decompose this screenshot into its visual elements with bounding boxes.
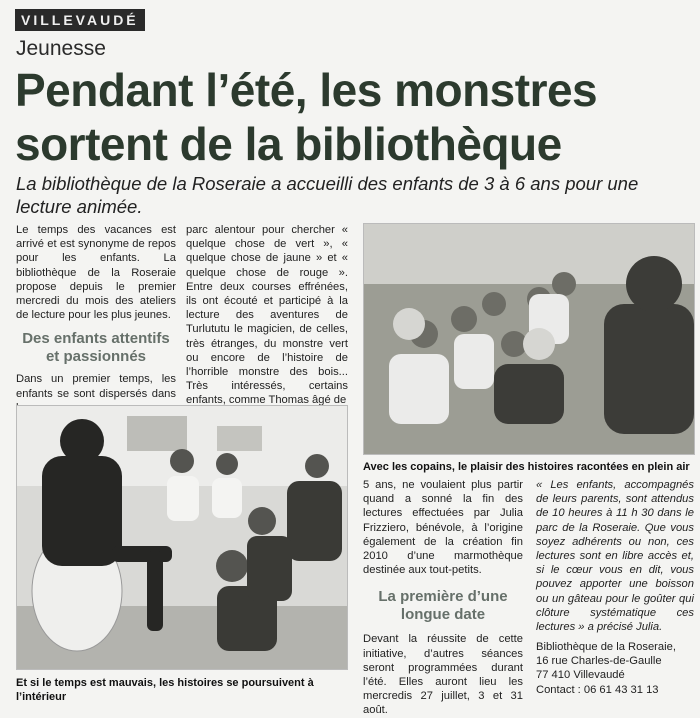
dek: La bibliothèque de la Roseraie a accueilli des enfants de 3 à 6 ans pour une lecture animée. (16, 173, 639, 217)
paragraph-initiative: Devant la réussite de cette initiative, d’autres séances seront programmées durant l’été. Elles auront lieu les mercredis 27 juillet, 3 et 31 août. (363, 633, 523, 717)
article-column-1 (16, 223, 176, 415)
paragraph-intro: Le temps des vacances est arrivé et est synonyme de repos pour les enfants. La bibliothèque de la Roseraie propose depuis le premier mercredi du mois des ateliers de lecture pour les plus jeunes. (16, 224, 176, 322)
paragraph-dispersion: Dans un premier temps, les enfants se sont dispersés dans (16, 373, 176, 400)
info-street: 16 rue Charles-de-Gaulle (536, 655, 662, 668)
article-column-3 (363, 478, 523, 718)
info-box (536, 640, 694, 697)
info-city: 77 410 Villevaudé (536, 669, 625, 682)
paragraph-quote-julia: « Les enfants, accompagnés de leurs parents, sont attendus de 10 heures à 11 h 30 dans le parc de la Roseraie. Que vous soyez adhérents ou non, ces lectures sont en libre accès et, si le cœur vous en dit, vous pouvez apporter une boisson ou un gâteau pour le goûter qui clôture systématique ces lectures » a précisé Julia. (536, 479, 694, 634)
category-label: Jeunesse (16, 37, 106, 60)
photo-outdoor-reading (363, 223, 695, 455)
caption-indoor: Et si le temps est mauvais, les histoires se poursuivent à l’intérieur (16, 677, 314, 703)
paragraph-fin-lectures: 5 ans, ne voulaient plus partir quand a sonné la fin des lectures effectuées par Julia Frizziero, bénévole, à l’origine également de la création fin 2010 d’une marmothèque destinée aux tout-petits. (363, 479, 523, 577)
subhead-attentifs: Des enfants attentifs et passionnés (22, 330, 170, 366)
article-column-4 (536, 478, 694, 634)
photo-indoor-reading (16, 405, 348, 670)
info-library-name: Bibliothèque de la Roseraie, (536, 641, 676, 653)
section-tag: VILLEVAUDÉ (15, 9, 145, 31)
article-column-2 (186, 223, 348, 408)
info-contact: Contact : 06 61 43 31 13 (536, 683, 659, 696)
subhead-premiere: La première d’une longue date (378, 588, 508, 624)
headline: Pendant l’été, les monstres sortent de la bibliothèque (15, 64, 598, 170)
caption-outdoor: Avec les copains, le plaisir des histoires racontées en plein air (363, 461, 690, 473)
paragraph-parc: parc alentour pour chercher « quelque chose de vert », « quelque chose de jaune » et « quelque chose de rouge ». Entre deux courses effrénées, ils ont écouté et participé à la lecture des aventures de Turlututu le magicien, de celles, très étranges, du monstre vert ou encore de l’histoire de l’horrible monstre des bois... Très intéressés, certains enfants, comme Thomas âgé de (186, 224, 348, 407)
